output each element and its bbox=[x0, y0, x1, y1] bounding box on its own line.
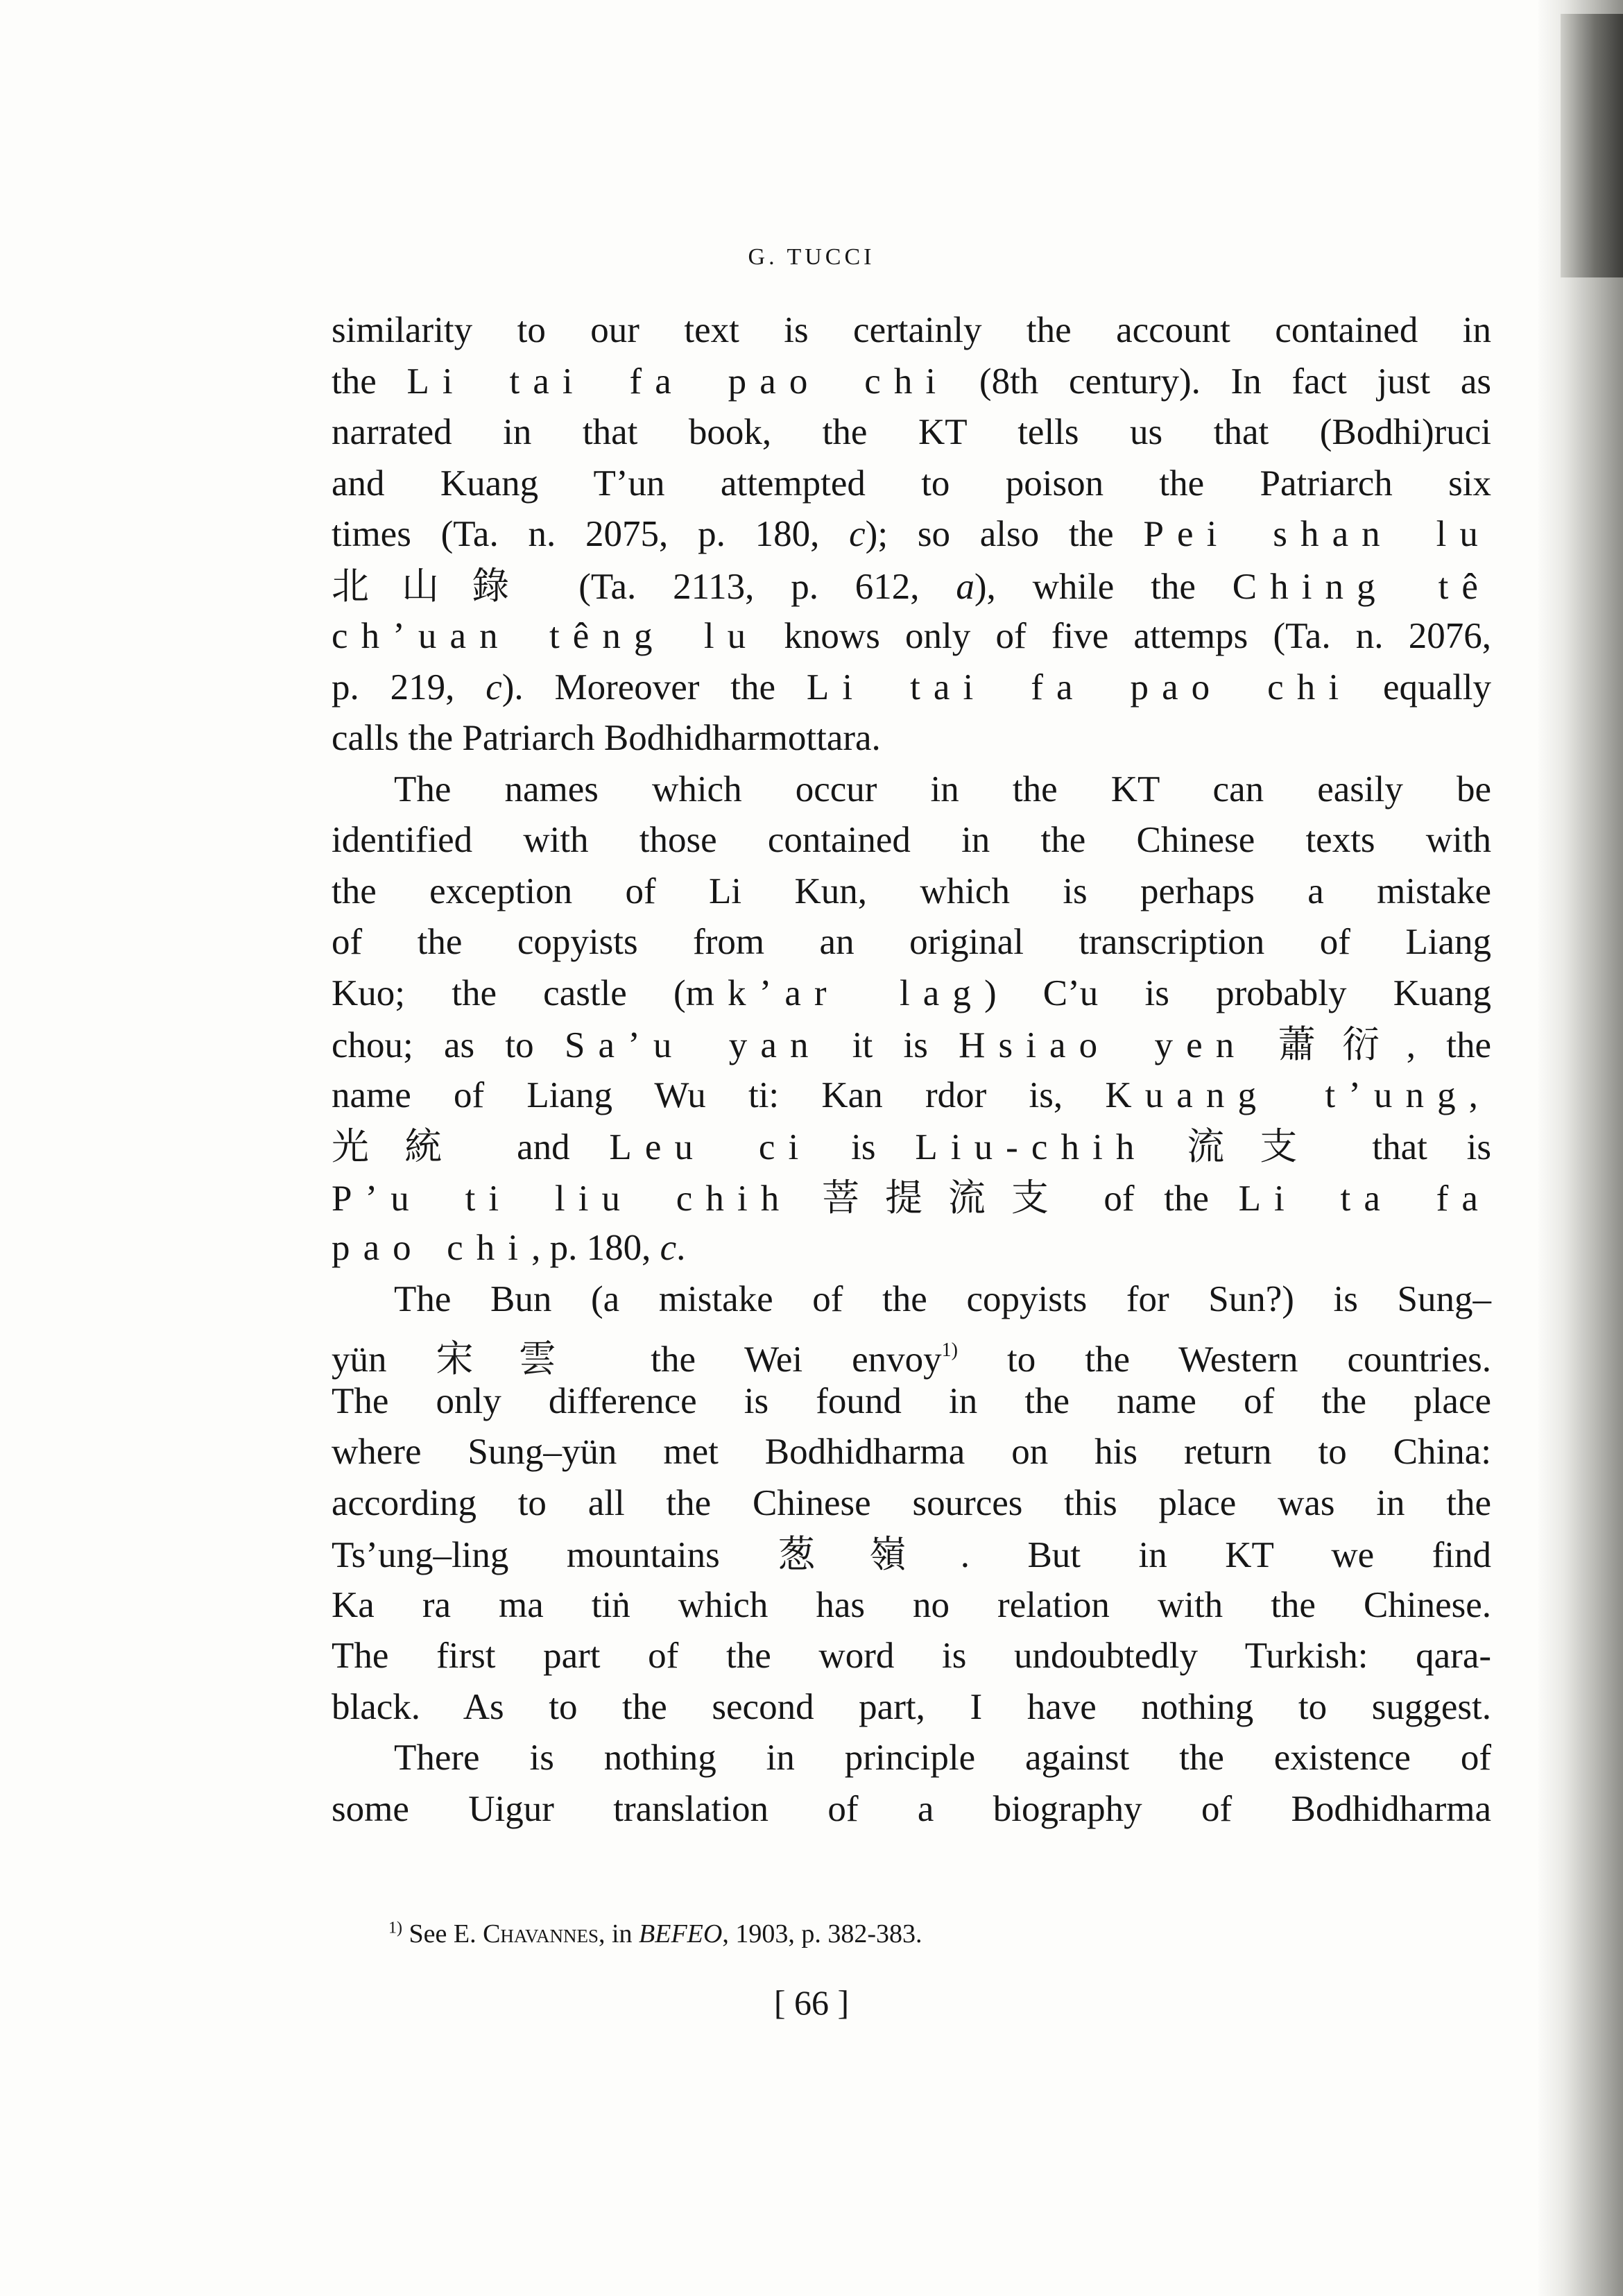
text-line: according to all the Chinese sources this place was in the bbox=[332, 1482, 1491, 1523]
footnote: $^{1)}$ See E. Chavannes, in BEFEO, 1903, p. 382-383. bbox=[388, 1919, 922, 1948]
text-line: ch’uan têng lu knows only of five attemps (Ta. n. 2076, bbox=[332, 616, 1492, 656]
text-line: where Sung–yün met Bodhidharma on his return to China: bbox=[332, 1432, 1491, 1472]
text-line: There is nothing in principle against the existence of bbox=[394, 1738, 1491, 1778]
text-line: The Bun (a mistake of the copyists for Sun?) is Sung– bbox=[394, 1278, 1491, 1319]
text-line: The only difference is found in the name of the place bbox=[332, 1380, 1491, 1421]
footnote-author: Chavannes bbox=[483, 1919, 599, 1948]
text-line: and Kuang T’un attempted to poison the Patriarch six bbox=[332, 463, 1491, 504]
text-line: yün 宋雲 the Wei envoy$^{1)}$ to the Western countries. bbox=[332, 1337, 1491, 1380]
text-line: some Uigur translation of a biography of Bodhidharma bbox=[332, 1788, 1491, 1829]
footnote-journal: BEFEO bbox=[639, 1919, 723, 1948]
text-line: The first part of the word is undoubtedly Turkish: qara- bbox=[332, 1636, 1491, 1676]
text-line: Ts’ung–ling mountains 葱嶺. But in KT we find bbox=[332, 1532, 1491, 1576]
text-line: similarity to our text is certainly the account contained in bbox=[332, 310, 1491, 350]
text-line: Kuo; the castle (mk’ar lag) C’u is probably Kuang bbox=[332, 973, 1491, 1013]
text-line: pao chi, p. 180, c. bbox=[332, 1228, 686, 1268]
text-line: black. As to the second part, I have nothing to suggest. bbox=[332, 1686, 1491, 1727]
text-line: times (Ta. n. 2075, p. 180, c); so also the Pei shan lu bbox=[332, 514, 1492, 554]
text-line: Ka ra ma tiṅ which has no relation with the Chinese. bbox=[332, 1584, 1491, 1625]
page-number: [ 66 ] bbox=[773, 1983, 850, 2022]
text-line: 光統 and Leu ci is Liu-chih 流支 that is bbox=[332, 1124, 1491, 1168]
scan-shadow-edge-dark bbox=[1561, 14, 1623, 277]
text-line: calls the Patriarch Bodhidharmottara. bbox=[332, 718, 881, 758]
scan-shadow-edge bbox=[1538, 0, 1623, 2296]
text-line: P’u ti liu chih 菩提流支 of the Li ta fa bbox=[332, 1175, 1491, 1219]
text-line: the Li tai fa pao chi (8th century). In fact just as bbox=[332, 361, 1491, 402]
text-line: name of Liang Wu ti: Kan rdor is, Kuang t’ung, bbox=[332, 1074, 1491, 1115]
text-line: the exception of Li Kun, which is perhaps a mistake bbox=[332, 871, 1491, 911]
text-line: chou; as to Sa’u yan it is Hsiao yen 蕭衍, the bbox=[332, 1022, 1492, 1066]
text-line: 北山錄 (Ta. 2113, p. 612, a), while the Ching tê bbox=[332, 563, 1491, 608]
text-line: The names which occur in the KT can easily be bbox=[394, 769, 1491, 809]
text-line: identified with those contained in the Chinese texts with bbox=[332, 820, 1491, 860]
footnote-marker: 1) bbox=[388, 1919, 402, 1937]
body-text bbox=[332, 305, 1491, 1835]
running-head: G. TUCCI bbox=[748, 244, 875, 270]
text-line: p. 219, c). Moreover the Li tai fa pao chi equally bbox=[332, 667, 1492, 708]
text-line: narrated in that book, the KT tells us that (Bodhi)ruci bbox=[332, 412, 1491, 452]
text-line: of the copyists from an original transcription of Liang bbox=[332, 922, 1491, 962]
footnote-reference[interactable]: 1) bbox=[941, 1339, 958, 1361]
